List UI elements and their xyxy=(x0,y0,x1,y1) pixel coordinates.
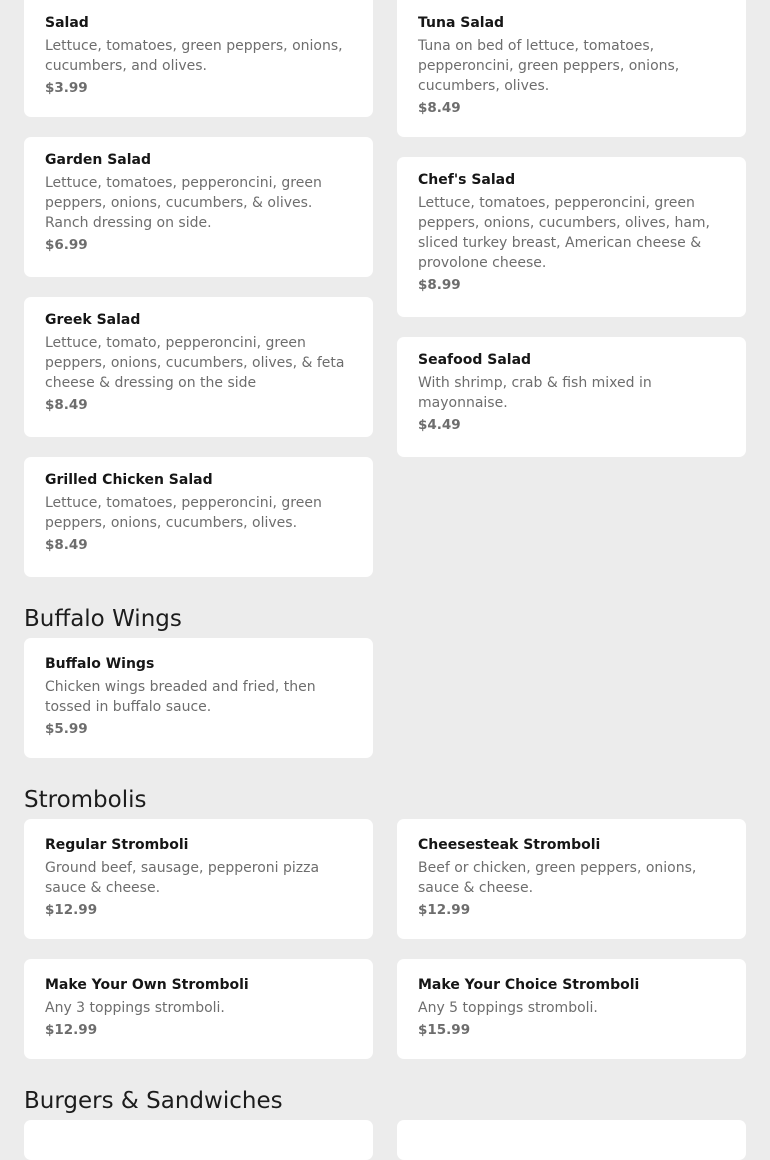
item-description: Tuna on bed of lettuce, tomatoes, pepperoncini, green peppers, onions, cucumbers, olives. xyxy=(418,38,680,94)
menu-item-card[interactable] xyxy=(397,819,746,939)
item-name: Chef's Salad xyxy=(418,172,516,188)
menu-item-card[interactable] xyxy=(397,1120,746,1160)
item-price: $12.99 xyxy=(45,902,98,918)
item-price: $12.99 xyxy=(45,1022,98,1038)
item-name: Tuna Salad xyxy=(418,15,505,31)
item-description: Chicken wings breaded and fried, then tossed in buffalo sauce. xyxy=(45,679,316,715)
item-description: Lettuce, tomatoes, pepperoncini, green peppers, onions, cucumbers, olives. xyxy=(45,495,322,531)
item-price: $8.49 xyxy=(45,537,88,553)
item-description: Beef or chicken, green peppers, onions, sauce & cheese. xyxy=(418,860,697,896)
menu-item-card[interactable] xyxy=(24,1120,373,1160)
menu-item-card[interactable] xyxy=(397,157,746,317)
item-price: $8.49 xyxy=(418,100,461,116)
item-name: Make Your Own Stromboli xyxy=(45,977,249,993)
item-name: Grilled Chicken Salad xyxy=(45,472,213,488)
menu-item-card[interactable] xyxy=(397,337,746,457)
item-name: Cheesesteak Stromboli xyxy=(418,837,601,853)
section-title-strombolis: Strombolis xyxy=(24,787,147,813)
item-name: Seafood Salad xyxy=(418,352,532,368)
item-description: With shrimp, crab & fish mixed in mayonnaise. xyxy=(418,375,652,411)
item-price: $8.99 xyxy=(418,277,461,293)
item-price: $5.99 xyxy=(45,721,88,737)
item-price: $4.49 xyxy=(418,417,461,433)
menu-item-card[interactable] xyxy=(24,457,373,577)
menu-item-card[interactable] xyxy=(24,638,373,758)
item-description: Lettuce, tomatoes, pepperoncini, green peppers, onions, cucumbers, olives, ham, sliced turkey breast, American cheese & provolone cheese. xyxy=(418,195,711,271)
item-price: $3.99 xyxy=(45,80,88,96)
item-price: $6.99 xyxy=(45,237,88,253)
item-description: Any 3 toppings stromboli. xyxy=(45,1000,225,1016)
item-description: Any 5 toppings stromboli. xyxy=(418,1000,598,1016)
item-description: Lettuce, tomatoes, green peppers, onions, cucumbers, and olives. xyxy=(45,38,343,74)
menu-item-card[interactable] xyxy=(397,959,746,1059)
item-name: Salad xyxy=(45,15,89,31)
item-description: Lettuce, tomatoes, pepperoncini, green peppers, onions, cucumbers, & olives. Ranch dressing on side. xyxy=(45,175,322,231)
item-description: Lettuce, tomato, pepperoncini, green peppers, onions, cucumbers, olives, & feta cheese & dressing on the side xyxy=(45,335,345,391)
item-name: Regular Stromboli xyxy=(45,837,189,853)
section-title-buffalo-wings: Buffalo Wings xyxy=(24,606,182,632)
item-name: Garden Salad xyxy=(45,152,151,168)
item-price: $15.99 xyxy=(418,1022,471,1038)
item-name: Buffalo Wings xyxy=(45,656,155,672)
menu-item-card[interactable] xyxy=(24,819,373,939)
menu-item-card[interactable] xyxy=(24,959,373,1059)
menu-item-card[interactable] xyxy=(24,0,373,117)
item-name: Greek Salad xyxy=(45,312,141,328)
item-name: Make Your Choice Stromboli xyxy=(418,977,640,993)
menu-item-card[interactable] xyxy=(24,297,373,437)
menu-item-card[interactable] xyxy=(24,137,373,277)
item-price: $12.99 xyxy=(418,902,471,918)
item-price: $8.49 xyxy=(45,397,88,413)
item-description: Ground beef, sausage, pepperoni pizza sauce & cheese. xyxy=(45,860,320,896)
section-title-burgers-sandwiches: Burgers & Sandwiches xyxy=(24,1088,283,1114)
menu-item-card[interactable] xyxy=(397,0,746,137)
